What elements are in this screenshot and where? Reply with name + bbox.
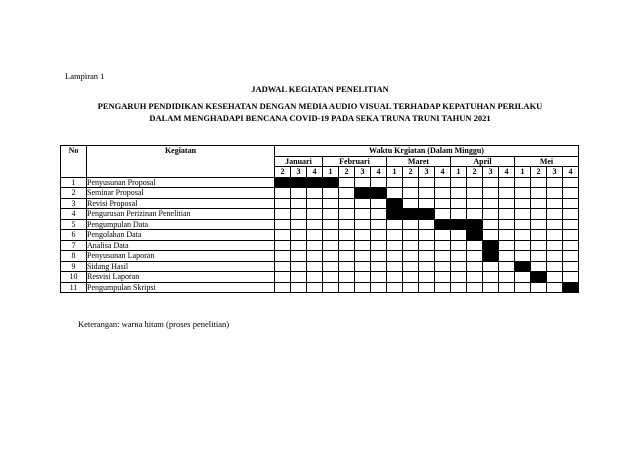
schedule-cell-empty — [291, 209, 307, 220]
schedule-cell-empty — [435, 261, 451, 272]
schedule-cell-empty — [451, 240, 467, 251]
schedule-cell-filled — [355, 188, 371, 199]
schedule-cell-empty — [403, 272, 419, 283]
schedule-cell-empty — [435, 240, 451, 251]
schedule-cell-empty — [355, 272, 371, 283]
lampiran-label: Lampiran 1 — [65, 71, 105, 81]
header-row — [61, 146, 579, 157]
schedule-cell-empty — [515, 230, 531, 241]
schedule-cell-empty — [515, 188, 531, 199]
schedule-cell-empty — [531, 261, 547, 272]
schedule-cell-empty — [339, 209, 355, 220]
table-row — [61, 240, 579, 251]
schedule-cell-empty — [531, 198, 547, 209]
schedule-cell-filled — [451, 219, 467, 230]
schedule-cell-empty — [291, 251, 307, 262]
schedule-cell-empty — [419, 261, 435, 272]
week-header: 3 — [547, 167, 563, 178]
schedule-cell-empty — [371, 219, 387, 230]
table-row — [61, 251, 579, 262]
schedule-cell-empty — [515, 282, 531, 293]
schedule-cell-empty — [275, 219, 291, 230]
schedule-cell-empty — [291, 198, 307, 209]
schedule-cell-filled — [371, 188, 387, 199]
schedule-cell-filled — [323, 177, 339, 188]
schedule-cell-empty — [547, 209, 563, 220]
schedule-cell-empty — [467, 282, 483, 293]
schedule-cell-filled — [291, 177, 307, 188]
schedule-cell-empty — [547, 198, 563, 209]
schedule-cell-empty — [307, 261, 323, 272]
schedule-cell-empty — [531, 240, 547, 251]
schedule-cell-empty — [499, 188, 515, 199]
schedule-cell-empty — [499, 272, 515, 283]
row-activity: Penyusunan Laporan — [87, 251, 275, 262]
schedule-cell-empty — [499, 209, 515, 220]
schedule-cell-empty — [515, 198, 531, 209]
table-row — [61, 188, 579, 199]
schedule-cell-empty — [419, 240, 435, 251]
schedule-cell-empty — [371, 198, 387, 209]
document-subtitle — [0, 100, 640, 124]
table-row — [61, 230, 579, 241]
schedule-cell-filled — [387, 209, 403, 220]
schedule-cell-empty — [355, 198, 371, 209]
schedule-cell-empty — [451, 230, 467, 241]
schedule-cell-empty — [547, 188, 563, 199]
schedule-cell-empty — [483, 272, 499, 283]
table-row — [61, 272, 579, 283]
row-activity: Analisa Data — [87, 240, 275, 251]
schedule-cell-empty — [355, 240, 371, 251]
row-number: 8 — [61, 251, 87, 262]
schedule-cell-empty — [435, 209, 451, 220]
schedule-cell-empty — [403, 261, 419, 272]
schedule-cell-empty — [451, 251, 467, 262]
document-title: JADWAL KEGIATAN PENELITIAN — [251, 84, 389, 94]
schedule-cell-empty — [403, 230, 419, 241]
schedule-cell-empty — [547, 177, 563, 188]
month-header: Februari — [323, 156, 387, 167]
row-number: 1 — [61, 177, 87, 188]
month-header: Mei — [515, 156, 579, 167]
schedule-cell-empty — [307, 282, 323, 293]
subtitle-line-1: PENGARUH PENDIDIKAN KESEHATAN DENGAN MEDIA AUDIO VISUAL TERHADAP KEPATUHAN PERILAKU — [97, 101, 543, 111]
schedule-cell-filled — [531, 272, 547, 283]
schedule-cell-empty — [435, 230, 451, 241]
table-row — [61, 209, 579, 220]
schedule-cell-empty — [467, 240, 483, 251]
schedule-cell-empty — [499, 198, 515, 209]
row-number: 10 — [61, 272, 87, 283]
schedule-cell-empty — [403, 198, 419, 209]
schedule-cell-filled — [435, 219, 451, 230]
schedule-cell-empty — [563, 177, 579, 188]
schedule-table — [60, 145, 579, 293]
schedule-cell-empty — [339, 219, 355, 230]
row-number: 7 — [61, 240, 87, 251]
schedule-cell-empty — [531, 177, 547, 188]
schedule-cell-empty — [515, 177, 531, 188]
schedule-table-header — [61, 146, 579, 178]
week-header: 1 — [323, 167, 339, 178]
schedule-cell-empty — [499, 177, 515, 188]
schedule-cell-empty — [355, 251, 371, 262]
row-activity: Sidang Hasil — [87, 261, 275, 272]
schedule-cell-empty — [339, 272, 355, 283]
schedule-cell-empty — [563, 240, 579, 251]
week-header: 2 — [467, 167, 483, 178]
schedule-cell-empty — [563, 188, 579, 199]
schedule-cell-empty — [307, 209, 323, 220]
week-header: 1 — [387, 167, 403, 178]
table-row — [61, 282, 579, 293]
schedule-cell-empty — [563, 219, 579, 230]
schedule-cell-empty — [531, 230, 547, 241]
header-no: No — [61, 146, 87, 178]
schedule-cell-empty — [371, 240, 387, 251]
schedule-table-body — [61, 177, 579, 293]
schedule-cell-empty — [275, 272, 291, 283]
week-header: 4 — [563, 167, 579, 178]
schedule-cell-empty — [483, 177, 499, 188]
schedule-cell-empty — [419, 272, 435, 283]
schedule-cell-empty — [467, 177, 483, 188]
schedule-cell-empty — [547, 282, 563, 293]
schedule-cell-empty — [483, 230, 499, 241]
schedule-cell-empty — [483, 282, 499, 293]
schedule-cell-empty — [291, 282, 307, 293]
schedule-cell-empty — [275, 209, 291, 220]
schedule-cell-empty — [371, 177, 387, 188]
legend-note: Keterangan: warna hitam (proses penelitian) — [78, 319, 230, 329]
schedule-cell-empty — [499, 230, 515, 241]
schedule-cell-filled — [403, 209, 419, 220]
schedule-cell-empty — [339, 188, 355, 199]
schedule-cell-empty — [499, 251, 515, 262]
row-number: 4 — [61, 209, 87, 220]
schedule-cell-empty — [483, 209, 499, 220]
schedule-cell-empty — [371, 272, 387, 283]
schedule-cell-empty — [435, 282, 451, 293]
schedule-cell-empty — [323, 261, 339, 272]
row-activity: Pengurusan Perizinan Penelitian — [87, 209, 275, 220]
schedule-cell-empty — [451, 272, 467, 283]
row-number: 9 — [61, 261, 87, 272]
week-header: 3 — [483, 167, 499, 178]
schedule-cell-empty — [323, 209, 339, 220]
schedule-cell-empty — [483, 219, 499, 230]
week-header: 4 — [435, 167, 451, 178]
schedule-cell-empty — [371, 209, 387, 220]
row-number: 2 — [61, 188, 87, 199]
table-row — [61, 261, 579, 272]
schedule-cell-filled — [275, 177, 291, 188]
week-header: 2 — [275, 167, 291, 178]
schedule-cell-empty — [291, 188, 307, 199]
schedule-cell-empty — [483, 261, 499, 272]
schedule-cell-filled — [419, 209, 435, 220]
schedule-cell-empty — [531, 282, 547, 293]
schedule-cell-empty — [483, 198, 499, 209]
schedule-cell-empty — [387, 219, 403, 230]
schedule-cell-empty — [419, 198, 435, 209]
schedule-cell-filled — [467, 230, 483, 241]
schedule-cell-empty — [515, 209, 531, 220]
schedule-cell-empty — [467, 188, 483, 199]
schedule-cell-empty — [467, 261, 483, 272]
schedule-cell-empty — [451, 209, 467, 220]
schedule-cell-empty — [419, 230, 435, 241]
schedule-cell-empty — [323, 198, 339, 209]
schedule-cell-empty — [291, 261, 307, 272]
schedule-cell-empty — [307, 251, 323, 262]
schedule-cell-empty — [275, 230, 291, 241]
schedule-cell-empty — [419, 177, 435, 188]
row-activity: Resvisi Laporan — [87, 272, 275, 283]
schedule-cell-empty — [499, 261, 515, 272]
week-header: 4 — [499, 167, 515, 178]
schedule-cell-empty — [403, 240, 419, 251]
schedule-cell-empty — [547, 230, 563, 241]
schedule-cell-empty — [419, 219, 435, 230]
schedule-cell-empty — [387, 261, 403, 272]
schedule-cell-empty — [451, 188, 467, 199]
week-header: 2 — [403, 167, 419, 178]
schedule-cell-filled — [307, 177, 323, 188]
schedule-cell-empty — [387, 251, 403, 262]
schedule-cell-empty — [467, 198, 483, 209]
schedule-cell-empty — [339, 282, 355, 293]
row-number: 5 — [61, 219, 87, 230]
header-waktu: Waktu Krgiatan (Dalam Minggu) — [275, 146, 579, 157]
row-activity: Penyusunan Proposal — [87, 177, 275, 188]
schedule-cell-empty — [451, 177, 467, 188]
row-number: 3 — [61, 198, 87, 209]
schedule-cell-empty — [371, 261, 387, 272]
schedule-cell-empty — [451, 198, 467, 209]
schedule-cell-empty — [547, 272, 563, 283]
schedule-cell-empty — [419, 282, 435, 293]
schedule-cell-empty — [515, 240, 531, 251]
schedule-cell-empty — [563, 251, 579, 262]
schedule-cell-empty — [547, 219, 563, 230]
schedule-cell-empty — [515, 219, 531, 230]
schedule-cell-empty — [355, 230, 371, 241]
row-number: 6 — [61, 230, 87, 241]
schedule-cell-empty — [275, 198, 291, 209]
schedule-cell-empty — [371, 230, 387, 241]
schedule-cell-empty — [483, 188, 499, 199]
schedule-cell-empty — [387, 230, 403, 241]
schedule-cell-empty — [451, 261, 467, 272]
schedule-cell-empty — [419, 251, 435, 262]
week-header: 1 — [451, 167, 467, 178]
schedule-cell-empty — [387, 240, 403, 251]
table-row — [61, 177, 579, 188]
schedule-cell-empty — [291, 240, 307, 251]
schedule-cell-empty — [355, 282, 371, 293]
schedule-cell-empty — [323, 251, 339, 262]
week-header: 4 — [307, 167, 323, 178]
schedule-cell-empty — [307, 230, 323, 241]
schedule-cell-empty — [291, 230, 307, 241]
schedule-cell-empty — [547, 240, 563, 251]
schedule-cell-empty — [531, 219, 547, 230]
schedule-cell-empty — [563, 209, 579, 220]
week-header: 3 — [291, 167, 307, 178]
schedule-cell-filled — [483, 251, 499, 262]
schedule-cell-empty — [403, 177, 419, 188]
week-header: 3 — [419, 167, 435, 178]
week-header: 1 — [515, 167, 531, 178]
schedule-cell-filled — [563, 282, 579, 293]
schedule-cell-empty — [563, 261, 579, 272]
schedule-cell-empty — [355, 261, 371, 272]
week-header: 4 — [371, 167, 387, 178]
schedule-cell-empty — [355, 209, 371, 220]
schedule-cell-empty — [339, 198, 355, 209]
schedule-cell-empty — [435, 272, 451, 283]
schedule-cell-empty — [323, 272, 339, 283]
row-activity: Revisi Proposal — [87, 198, 275, 209]
schedule-cell-empty — [467, 251, 483, 262]
schedule-cell-empty — [563, 198, 579, 209]
schedule-cell-empty — [275, 240, 291, 251]
schedule-cell-filled — [387, 198, 403, 209]
schedule-cell-empty — [387, 282, 403, 293]
schedule-cell-empty — [275, 261, 291, 272]
schedule-cell-empty — [563, 272, 579, 283]
schedule-cell-empty — [275, 282, 291, 293]
schedule-cell-empty — [339, 240, 355, 251]
schedule-cell-empty — [323, 219, 339, 230]
schedule-cell-empty — [307, 188, 323, 199]
schedule-cell-empty — [387, 272, 403, 283]
schedule-cell-empty — [371, 251, 387, 262]
schedule-cell-empty — [339, 177, 355, 188]
schedule-cell-empty — [435, 251, 451, 262]
schedule-cell-empty — [307, 272, 323, 283]
schedule-cell-empty — [435, 198, 451, 209]
schedule-cell-empty — [323, 240, 339, 251]
schedule-cell-empty — [515, 272, 531, 283]
month-header: April — [451, 156, 515, 167]
row-activity: Pengumpulan Skripsi — [87, 282, 275, 293]
schedule-cell-empty — [339, 261, 355, 272]
schedule-cell-empty — [403, 282, 419, 293]
schedule-cell-empty — [291, 219, 307, 230]
schedule-cell-empty — [323, 188, 339, 199]
subtitle-line-2: DALAM MENGHADAPI BENCANA COVID-19 PADA SEKA TRUNA TRUNI TAHUN 2021 — [149, 113, 491, 123]
table-row — [61, 198, 579, 209]
schedule-cell-filled — [483, 240, 499, 251]
schedule-cell-empty — [323, 230, 339, 241]
schedule-cell-empty — [467, 209, 483, 220]
schedule-cell-empty — [387, 188, 403, 199]
schedule-cell-empty — [275, 251, 291, 262]
schedule-cell-empty — [547, 251, 563, 262]
schedule-cell-empty — [323, 282, 339, 293]
schedule-cell-empty — [355, 219, 371, 230]
row-activity: Pengumpulan Data — [87, 219, 275, 230]
schedule-cell-empty — [531, 188, 547, 199]
week-header: 3 — [355, 167, 371, 178]
schedule-cell-empty — [403, 219, 419, 230]
row-activity: Pengolahan Data — [87, 230, 275, 241]
schedule-cell-empty — [499, 219, 515, 230]
row-activity: Seminar Proposal — [87, 188, 275, 199]
schedule-cell-empty — [339, 251, 355, 262]
schedule-cell-empty — [307, 219, 323, 230]
schedule-cell-empty — [307, 198, 323, 209]
schedule-cell-empty — [419, 188, 435, 199]
table-row — [61, 219, 579, 230]
schedule-cell-empty — [291, 272, 307, 283]
header-kegiatan: Kegiatan — [87, 146, 275, 178]
schedule-cell-empty — [531, 209, 547, 220]
schedule-cell-empty — [403, 188, 419, 199]
schedule-cell-empty — [547, 261, 563, 272]
schedule-cell-empty — [467, 272, 483, 283]
schedule-cell-empty — [275, 188, 291, 199]
week-header: 2 — [531, 167, 547, 178]
month-header: Januari — [275, 156, 323, 167]
schedule-cell-empty — [499, 240, 515, 251]
schedule-cell-filled — [467, 219, 483, 230]
schedule-cell-empty — [339, 230, 355, 241]
schedule-cell-empty — [403, 251, 419, 262]
schedule-cell-empty — [563, 230, 579, 241]
schedule-cell-filled — [515, 261, 531, 272]
row-number: 11 — [61, 282, 87, 293]
schedule-cell-empty — [515, 251, 531, 262]
schedule-cell-empty — [371, 282, 387, 293]
week-header: 2 — [339, 167, 355, 178]
schedule-cell-empty — [499, 282, 515, 293]
schedule-cell-empty — [387, 177, 403, 188]
schedule-cell-empty — [307, 240, 323, 251]
schedule-cell-empty — [435, 188, 451, 199]
schedule-cell-empty — [435, 177, 451, 188]
schedule-cell-empty — [355, 177, 371, 188]
month-header: Maret — [387, 156, 451, 167]
schedule-cell-empty — [531, 251, 547, 262]
schedule-cell-empty — [451, 282, 467, 293]
